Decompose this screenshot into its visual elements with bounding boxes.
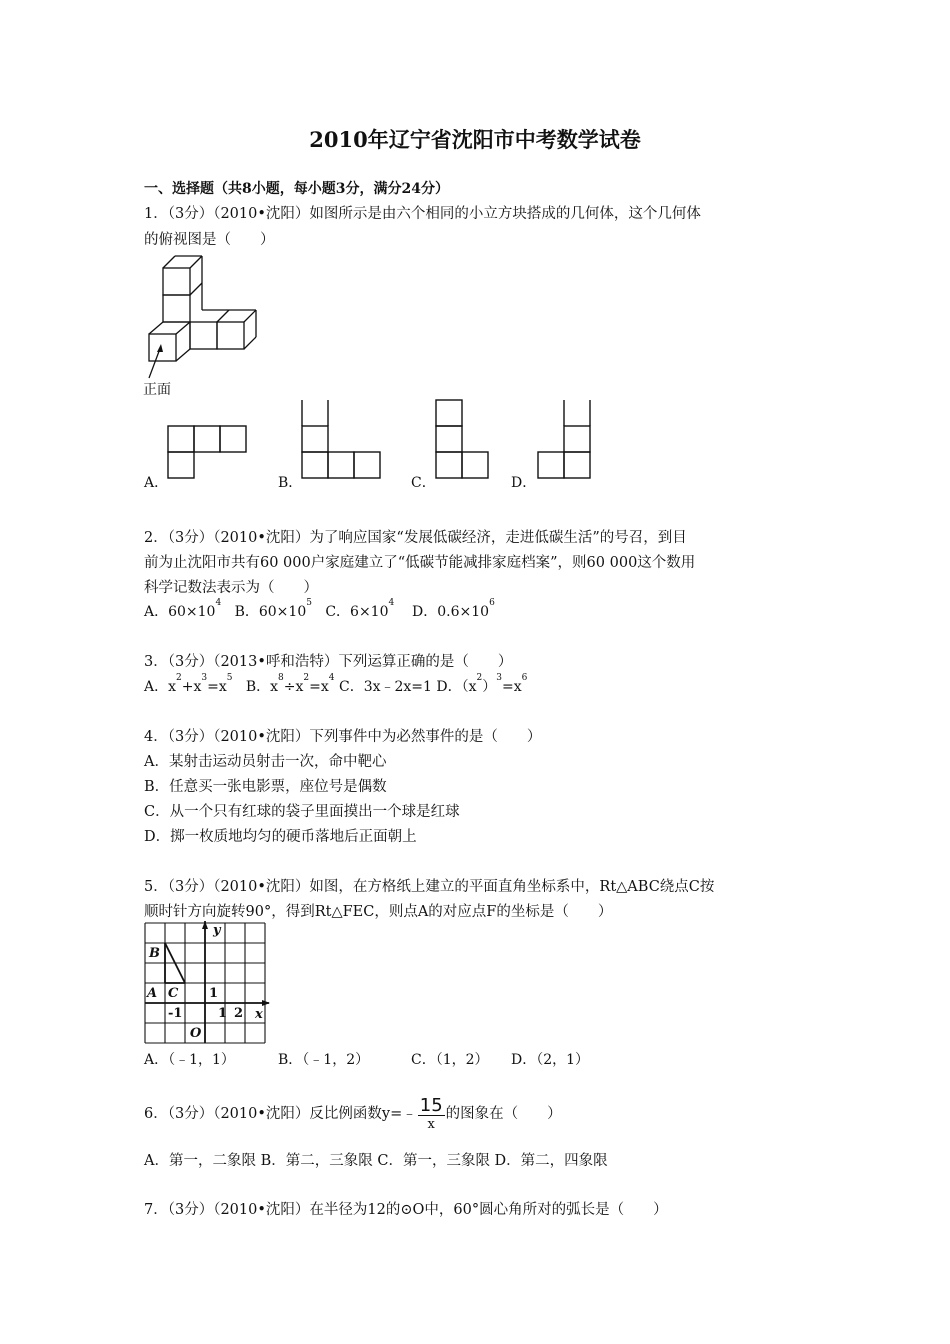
q2-text-line2: 前为止沈阳市共有60 000户家庭建立了“低碳节能减排家庭档案”，则60 000这个数用 bbox=[144, 555, 696, 571]
q6-options: A．第一，二象限 B．第二，三象限 C．第一，三象限 D．第二，四象限 bbox=[144, 1153, 608, 1169]
q3-option-d: D．$(x^2)^3=x^6$ bbox=[436, 673, 528, 695]
q5-text-line1: 5．（3分）（2010•沈阳）如图，在方格纸上建立的平面直角坐标系中，Rt△ABC绕点C按 bbox=[144, 879, 715, 895]
q7-text-line1: 7．（3分）（2010•沈阳）在半径为12的⊙O中，60°圆心角所对的弧长是（ ） bbox=[144, 1202, 668, 1218]
q1-option-b-figure bbox=[300, 398, 386, 480]
y-axis-label: y bbox=[213, 923, 221, 938]
q2-option-d: D．$0.6\times 10^6$ bbox=[412, 598, 495, 620]
q1-text-line2: 的俯视图是（ ） bbox=[144, 232, 275, 248]
x-tick-neg1: -1 bbox=[168, 1006, 183, 1021]
origin-label: O bbox=[190, 1026, 202, 1041]
q2-option-c: C．$6\times 10^4$ bbox=[325, 598, 395, 620]
y-tick-1: 1 bbox=[209, 986, 219, 1001]
q5-option-c: C．（1，2） bbox=[411, 1052, 489, 1068]
q3-text-line1: 3．（3分）（2013•呼和浩特）下列运算正确的是（ ） bbox=[144, 654, 513, 670]
x-axis-label: x bbox=[255, 1007, 263, 1022]
point-a-label: A bbox=[147, 986, 158, 1001]
q3-option-b: B．$x^8\div x^2=x^4$ bbox=[245, 673, 335, 695]
q1-option-a-figure bbox=[166, 424, 250, 480]
q5-option-d: D．（2，1） bbox=[511, 1052, 590, 1068]
q6-text-line1: 6．（3分）（2010•沈阳）反比例函数y=﹣ $\frac{15}{x}$ 的图象在（ ） bbox=[144, 1095, 562, 1132]
q5-option-b: B．（﹣1，2） bbox=[278, 1052, 370, 1068]
q4-option-b: B．任意买一张电影票，座位号是偶数 bbox=[144, 779, 387, 795]
q1-option-c-label: C． bbox=[411, 475, 436, 491]
q4-option-c: C．从一个只有红球的袋子里面摸出一个球是红球 bbox=[144, 804, 460, 820]
x-tick-2: 2 bbox=[234, 1006, 244, 1021]
q2-options bbox=[144, 598, 495, 621]
front-label: 正面 bbox=[143, 382, 171, 398]
section-heading: 一、选择题（共8小题，每小题3分，满分24分） bbox=[144, 181, 449, 197]
q4-option-d: D．掷一枚质地均匀的硬币落地后正面朝上 bbox=[144, 829, 417, 845]
q2-text-line1: 2．（3分）（2010•沈阳）为了响应国家“发展低碳经济，走进低碳生活”的号召，到目 bbox=[144, 530, 687, 546]
q5-text-line2: 顺时针方向旋转90°，得到Rt△FEC，则点A的对应点F的坐标是（ ） bbox=[144, 904, 613, 920]
q1-solid-figure bbox=[135, 248, 265, 398]
point-c-label: C bbox=[168, 986, 179, 1001]
q1-option-d-label: D． bbox=[511, 475, 537, 491]
page-title: 2010年辽宁省沈阳市中考数学试卷 bbox=[309, 127, 641, 152]
q1-option-a-label: A． bbox=[144, 475, 169, 491]
q4-option-a: A．某射击运动员射击一次，命中靶心 bbox=[144, 754, 387, 770]
q3-options bbox=[144, 673, 528, 696]
q1-text-line1: 1．（3分）（2010•沈阳）如图所示是由六个相同的小立方块搭成的几何体，这个几何体 bbox=[144, 206, 701, 222]
q3-option-c: C．3x﹣2x=1 bbox=[338, 679, 432, 695]
q5-coordinate-grid bbox=[143, 921, 271, 1045]
q1-option-d-figure bbox=[536, 398, 596, 480]
point-b-label: B bbox=[149, 946, 160, 961]
q4-text-line1: 4．（3分）（2010•沈阳）下列事件中为必然事件的是（ ） bbox=[144, 729, 542, 745]
x-tick-1: 1 bbox=[218, 1006, 228, 1021]
q1-option-c-figure bbox=[434, 398, 494, 480]
q3-option-a: A．$x^2+x^3=x^5$ bbox=[144, 673, 233, 695]
q1-option-b-label: B． bbox=[278, 475, 303, 491]
q5-option-a: A．（﹣1，1） bbox=[144, 1052, 235, 1068]
q6-fraction: $\frac{15}{x}$ bbox=[419, 1095, 443, 1132]
q2-option-a: A．$60\times 10^4$ bbox=[144, 598, 222, 620]
q2-text-line3: 科学记数法表示为（ ） bbox=[144, 580, 318, 596]
q2-option-b: B．$60\times 10^5$ bbox=[234, 598, 312, 620]
